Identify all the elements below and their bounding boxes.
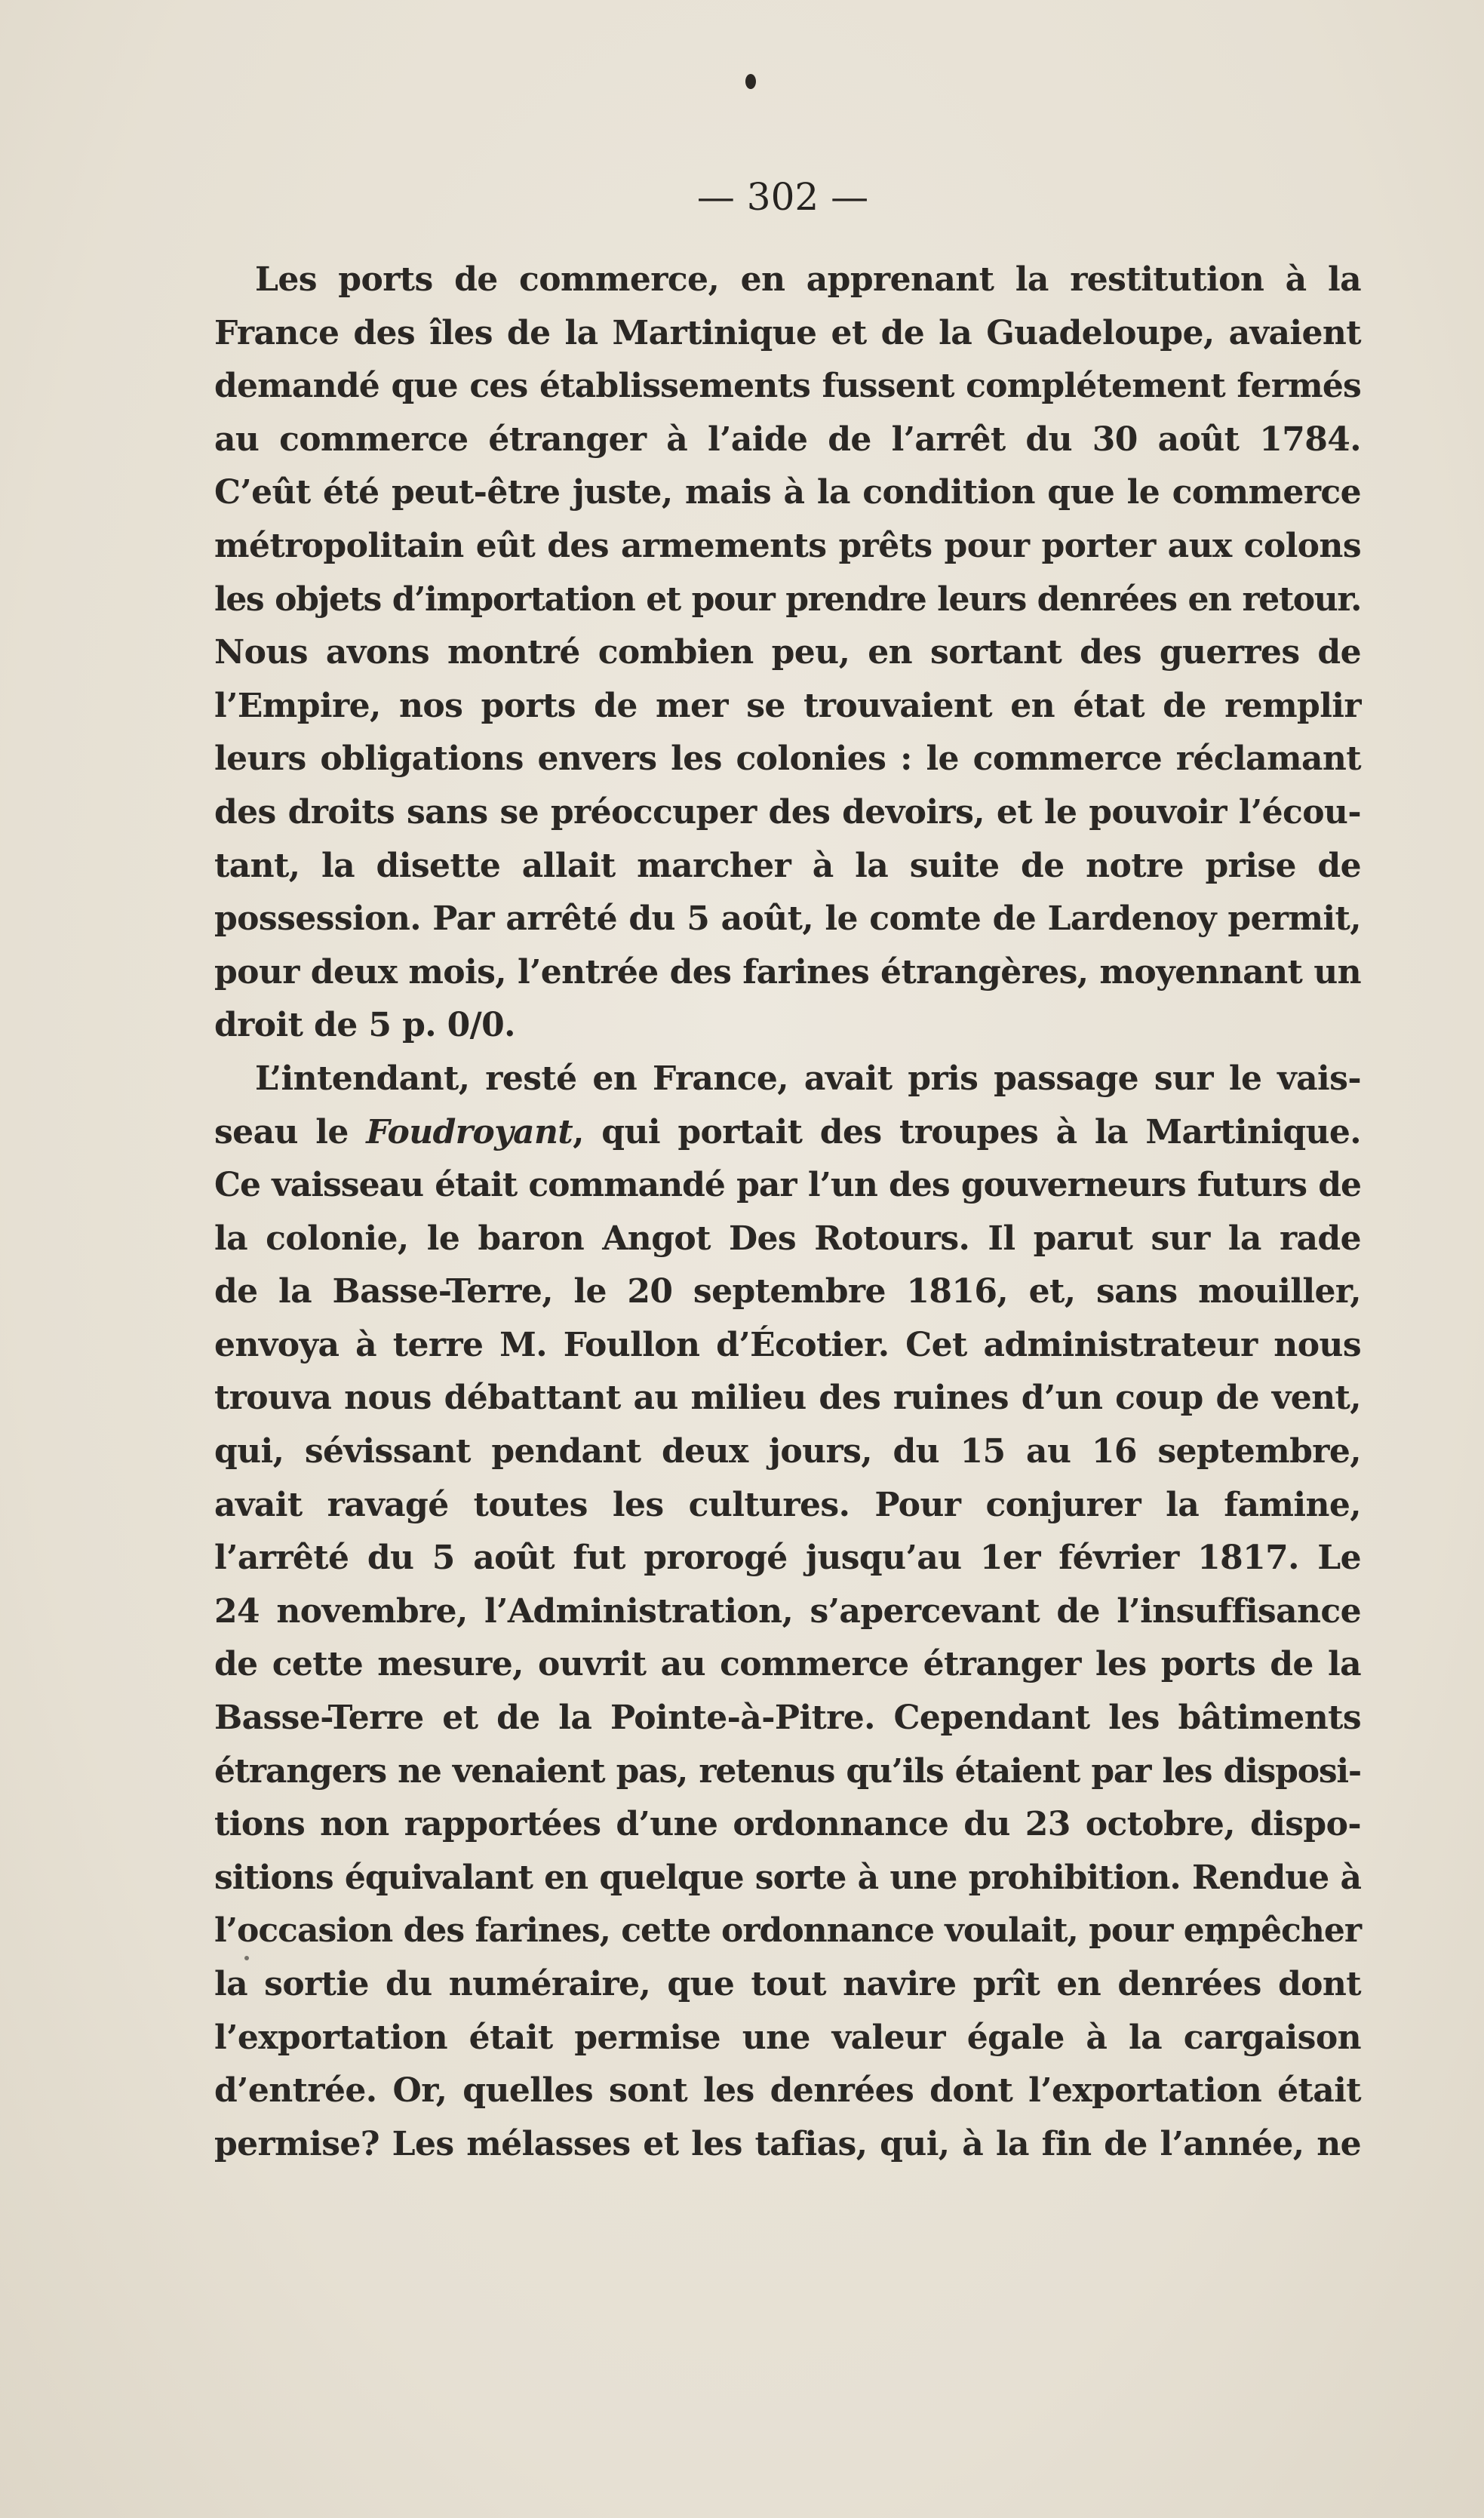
- text-line: l’Empire, nos ports de mer se trouvaient en état de remplir: [214, 686, 1361, 725]
- text-line: Les ports de commerce, en apprenant la restitution à la: [255, 260, 1361, 299]
- text-line: permise? Les mélasses et les tafias, qui, à la fin de l’année, ne: [214, 2124, 1361, 2163]
- text-line: Basse-Terre et de la Pointe-à-Pitre. Cependant les bâtiments: [214, 1699, 1361, 1738]
- text-line: Nous avons montré combien peu, en sortant des guerres de: [214, 633, 1361, 672]
- text-line: de la Basse-Terre, le 20 septembre 1816, et, sans mouiller,: [214, 1272, 1361, 1311]
- text-line: tant, la disette allait marcher à la suite de notre prise de: [214, 846, 1361, 885]
- text-line: Ce vaisseau était commandé par l’un des gouverneurs futurs de: [214, 1166, 1361, 1205]
- text-line: l’occasion des farines, cette ordonnance voulait, pour empêcher: [214, 1911, 1361, 1951]
- text-line: C’eût été peut-être juste, mais à la condition que le commerce: [214, 473, 1361, 512]
- text-line: 24 novembre, l’Administration, s’apercevant de l’insuffisance: [214, 1591, 1361, 1631]
- text-line: d’entrée. Or, quelles sont les denrées dont l’exportation était: [214, 2071, 1361, 2111]
- text-line: leurs obligations envers les colonies : le commerce réclamant: [214, 739, 1361, 779]
- ink-speck: [745, 74, 756, 89]
- text-line: tions non rapportées d’une ordonnance du 23 octobre, dispo-: [214, 1805, 1361, 1844]
- text-line: France des îles de la Martinique et de la Guadeloupe, avaient: [214, 313, 1361, 352]
- text-line: la sortie du numéraire, que tout navire prît en denrées dont: [214, 1965, 1361, 2003]
- text-line: les objets d’importation et pour prendre leurs denrées en retour.: [214, 580, 1361, 619]
- text-line: seau le Foudroyant, qui portait des troupes à la Martinique.: [214, 1112, 1362, 1151]
- text-line: sitions équivalant en quelque sorte à une prohibition. Rendue à: [214, 1858, 1361, 1897]
- text-line: la colonie, le baron Angot Des Rotours. Il parut sur la rade: [214, 1219, 1361, 1258]
- text-line: droit de 5 p. 0/0.: [214, 1006, 515, 1045]
- text-line: au commerce étranger à l’aide de l’arrêt du 30 août 1784.: [214, 420, 1361, 459]
- text-line: métropolitain eût des armements prêts pour porter aux colons: [214, 526, 1361, 565]
- text-line: des droits sans se préoccuper des devoirs, et le pouvoir l’écou-: [214, 792, 1361, 832]
- text-line: l’exportation était permise une valeur égale à la cargaison: [214, 2018, 1361, 2057]
- text-line: de cette mesure, ouvrit au commerce étranger les ports de la: [214, 1645, 1361, 1684]
- text-line: qui, sévissant pendant deux jours, du 15 au 16 septembre,: [214, 1432, 1361, 1471]
- text-line: l’arrêté du 5 août fut prorogé jusqu’au 1er février 1817. Le: [214, 1539, 1361, 1578]
- page-number: — 302 —: [696, 175, 869, 219]
- text-line: envoya à terre M. Foullon d’Écotier. Cet administrateur nous: [214, 1325, 1361, 1364]
- text-line: L’intendant, resté en France, avait pris passage sur le vais-: [255, 1059, 1361, 1098]
- text-line: avait ravagé toutes les cultures. Pour conjurer la famine,: [214, 1485, 1361, 1524]
- text-line: pour deux mois, l’entrée des farines étrangères, moyennant un: [214, 952, 1361, 992]
- body-text: [214, 254, 1361, 2171]
- text-line: demandé que ces établissements fussent complétement fermés: [214, 367, 1361, 406]
- ship-name: Foudroyant: [366, 1112, 573, 1151]
- text-line: étrangers ne venaient pas, retenus qu’ils étaient par les disposi-: [214, 1751, 1361, 1791]
- text-line: possession. Par arrêté du 5 août, le comte de Lardenoy permit,: [214, 899, 1361, 939]
- text-line: trouva nous débattant au milieu des ruines d’un coup de vent,: [214, 1379, 1361, 1418]
